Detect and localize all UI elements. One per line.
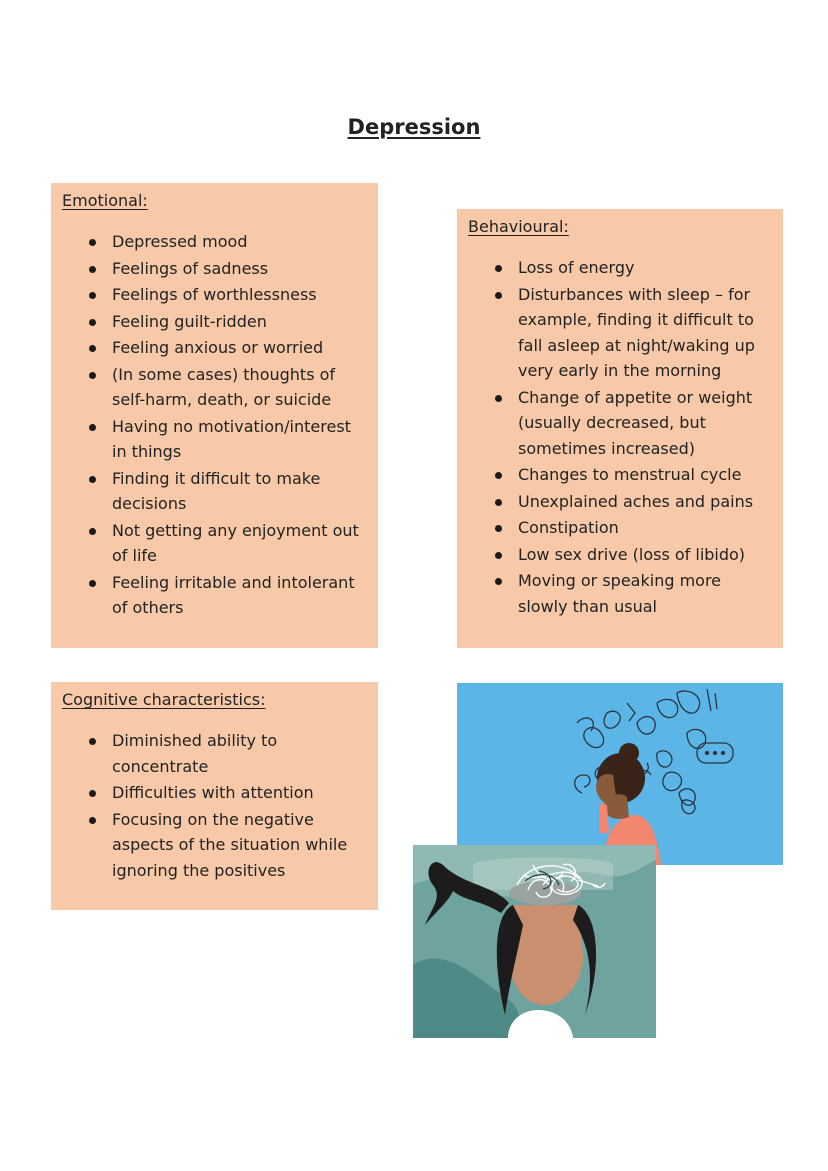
anxious-woman-illustration — [457, 683, 783, 865]
list-item: Changes to menstrual cycle — [518, 462, 773, 488]
list-item: Finding it difficult to make decisions — [112, 466, 368, 517]
emotional-heading: Emotional: — [62, 191, 148, 210]
list-item: Feeling irritable and intolerant of others — [112, 570, 368, 621]
emotional-list — [62, 229, 368, 621]
list-item: Unexplained aches and pains — [518, 489, 773, 515]
list-item: Low sex drive (loss of libido) — [518, 542, 773, 568]
open-skull — [509, 881, 581, 905]
behavioural-list — [468, 255, 773, 619]
list-item: Loss of energy — [518, 255, 773, 281]
list-item: Focusing on the negative aspects of the situation while ignoring the positives — [112, 807, 368, 884]
cognitive-list — [62, 728, 368, 883]
list-item: Diminished ability to concentrate — [112, 728, 368, 779]
list-item: Feeling anxious or worried — [112, 335, 368, 361]
list-item: Moving or speaking more slowly than usual — [518, 568, 773, 619]
list-item: Having no motivation/interest in things — [112, 414, 368, 465]
behavioural-section — [457, 209, 783, 648]
list-item: Feelings of sadness — [112, 256, 368, 282]
cognitive-section — [51, 682, 378, 910]
faceless-woman-illustration — [413, 845, 656, 1038]
list-item: Not getting any enjoyment out of life — [112, 518, 368, 569]
list-item: Change of appetite or weight (usually decreased, but sometimes increased) — [518, 385, 773, 462]
cognitive-heading: Cognitive characteristics: — [62, 690, 266, 709]
list-item: Disturbances with sleep – for example, finding it difficult to fall asleep at night/waking up very early in the morning — [518, 282, 773, 384]
page-title: Depression — [347, 115, 481, 140]
list-item: Feeling guilt-ridden — [112, 309, 368, 335]
behavioural-heading: Behavioural: — [468, 217, 569, 236]
list-item: (In some cases) thoughts of self-harm, death, or suicide — [112, 362, 368, 413]
emotional-section — [51, 183, 378, 648]
list-item: Depressed mood — [112, 229, 368, 255]
list-item: Difficulties with attention — [112, 780, 368, 806]
list-item: Constipation — [518, 515, 773, 541]
list-item: Feelings of worthlessness — [112, 282, 368, 308]
